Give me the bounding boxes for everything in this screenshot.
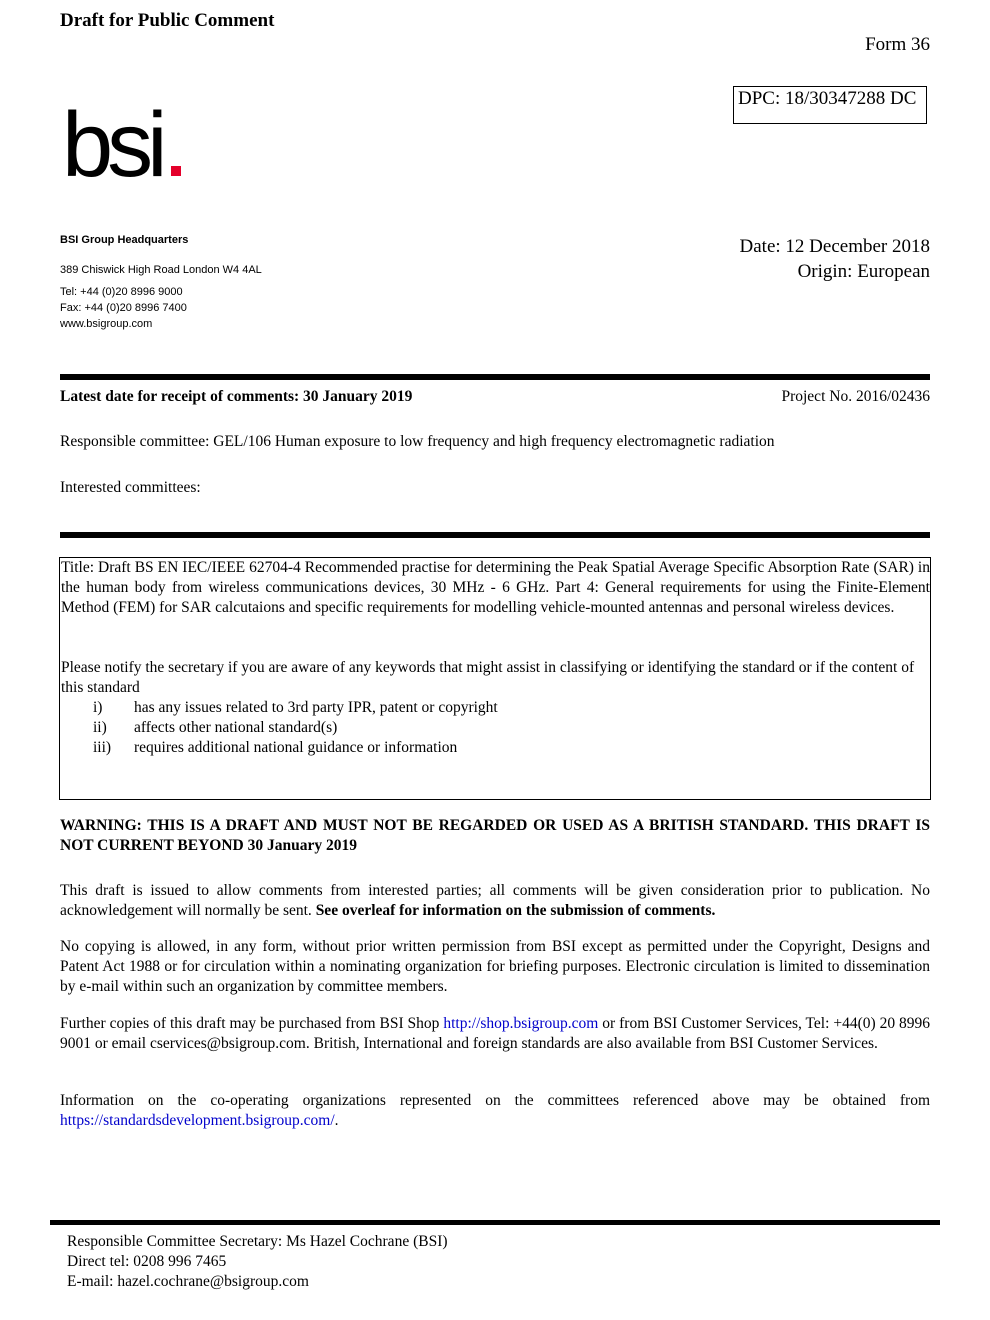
standards-development-link[interactable]: https://standardsdevelopment.bsigroup.com/ xyxy=(60,1112,335,1129)
responsible-committee: Responsible committee: GEL/106 Human exposure to low frequency and high frequency electromagnetic radiation xyxy=(60,433,775,450)
list-item xyxy=(61,718,930,738)
middle-rule xyxy=(60,532,930,538)
paragraph-draft-issue xyxy=(60,881,930,921)
document-title: Title: Draft BS EN IEC/IEEE 62704-4 Recommended practise for determining the Peak Spatial Average Specific Absorption Rate (SAR) in the human body from wireless communications devices, 30 MHz - 6 GHz. Part 4: General requirements for using the Finite-Element Method (FEM) for SAR calcutaions and specific requirements for modelling vehicle-mounted antennas and personal wireless devices. xyxy=(61,559,930,616)
further-copies-text: Further copies of this draft may be purchased from BSI Shop xyxy=(60,1015,444,1032)
draft-warning: WARNING: THIS IS A DRAFT AND MUST NOT BE REGARDED OR USED AS A BRITISH STANDARD. THIS DRAFT IS NOT CURRENT BEYOND 30 January 2019 xyxy=(60,817,930,854)
org-fax: Fax: +44 (0)20 8996 7400 xyxy=(60,302,187,314)
bsi-logo-dot xyxy=(171,166,181,176)
list-item-number: ii) xyxy=(93,719,107,736)
list-item-text: requires additional national guidance or information xyxy=(134,739,458,756)
list-item xyxy=(61,738,930,758)
list-item-number: iii) xyxy=(93,739,112,756)
secretary-direct-tel: Direct tel: 0208 996 7465 xyxy=(67,1253,227,1270)
committee-secretary: Responsible Committee Secretary: Ms Hazel Cochrane (BSI) xyxy=(67,1233,448,1250)
project-number: Project No. 2016/02436 xyxy=(781,388,930,405)
paragraph-further-copies xyxy=(60,1014,930,1054)
secretary-email: E-mail: hazel.cochrane@bsigroup.com xyxy=(67,1273,309,1290)
list-item-text: has any issues related to 3rd party IPR, patent or copyright xyxy=(134,699,498,716)
list-item xyxy=(61,698,930,718)
dpc-reference-box: DPC: 18/30347288 DC xyxy=(733,86,927,124)
title-box xyxy=(59,557,931,800)
form-number: Form 36 xyxy=(865,34,930,55)
footer-contact xyxy=(67,1232,448,1292)
see-overleaf-note: See overleaf for information on the submission of comments. xyxy=(315,902,716,919)
date-origin-block xyxy=(740,234,930,284)
organizations-text-end: . xyxy=(334,1112,339,1129)
bsi-logo-text: bsi xyxy=(62,94,162,182)
footer-rule xyxy=(50,1220,940,1225)
paragraph-organizations xyxy=(60,1091,930,1131)
paragraph-draft-issue-text: This draft is issued to allow comments from interested parties; all comments will be given consideration prior to publication. No acknowledgement will normally be sent. xyxy=(60,882,930,919)
latest-date: Latest date for receipt of comments: 30 January 2019 xyxy=(60,388,413,405)
doc-date: Date: 12 December 2018 xyxy=(739,236,930,257)
doc-origin: Origin: European xyxy=(797,261,930,282)
top-rule xyxy=(60,374,930,380)
paragraph-copyright: No copying is allowed, in any form, without prior written permission from BSI except as permitted under the Copyright, Designs and Patent Act 1988 or for circulation within a nominating organization for briefing purposes. Electronic circulation is limited to dissemination by e-mail within such an organization by committee members. xyxy=(60,938,930,995)
organizations-text: Information on the co-operating organizations represented on the committees referenced above may be obtained from xyxy=(60,1092,930,1109)
notify-text: Please notify the secretary if you are aware of any keywords that might assist in classifying or identifying the standard or if the content of this standard xyxy=(61,659,915,696)
org-tel: Tel: +44 (0)20 8996 9000 xyxy=(60,286,183,298)
org-web: www.bsigroup.com xyxy=(60,318,153,330)
bsi-shop-link[interactable]: http://shop.bsigroup.com xyxy=(443,1015,599,1032)
draft-label: Draft for Public Comment xyxy=(60,10,275,31)
org-street: 389 Chiswick High Road London W4 4AL xyxy=(60,264,262,276)
list-item-number: i) xyxy=(93,699,103,716)
list-item-text: affects other national standard(s) xyxy=(134,719,338,736)
org-name: BSI Group Headquarters xyxy=(60,234,189,246)
bsi-logo xyxy=(62,92,192,182)
interested-committees: Interested committees: xyxy=(60,479,201,496)
further-copies-text-rest: or from BSI Customer Services, Tel: +44(0) 20 8996 9001 or email cservices@bsigroup.com. British, International and foreign standards are also available from BSI Customer Services. xyxy=(60,1015,931,1052)
